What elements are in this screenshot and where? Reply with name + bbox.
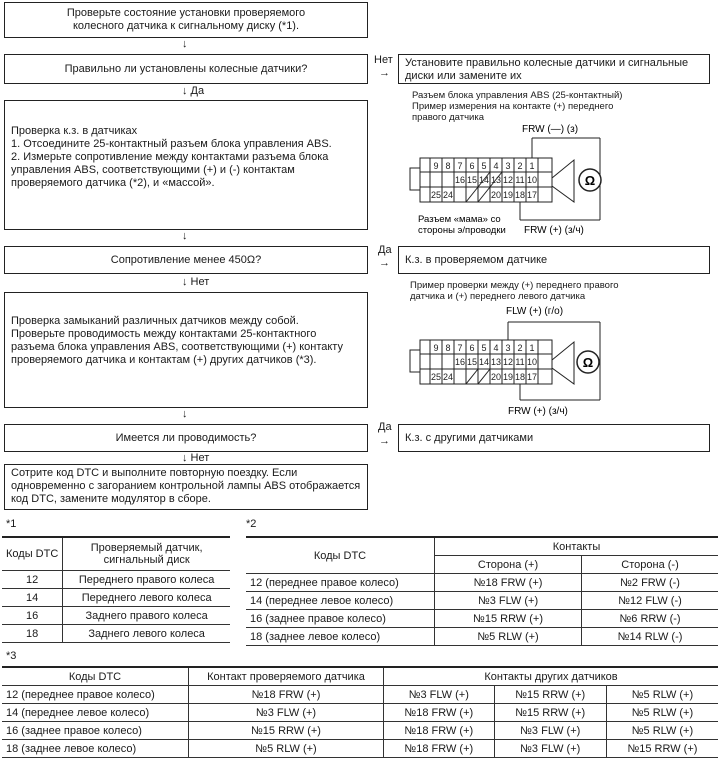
flow-result-cross-short xyxy=(398,424,710,452)
branch-no-label: ↓ Нет xyxy=(182,276,210,288)
branch-no-label: ↓ Нет xyxy=(182,452,210,464)
svg-text:11: 11 xyxy=(515,175,525,185)
table-row: 14 Переднего левого колеса xyxy=(2,589,230,607)
svg-text:18: 18 xyxy=(514,190,526,200)
svg-text:18: 18 xyxy=(514,372,526,382)
table-row: 16 Заднего правого колеса xyxy=(2,607,230,625)
table3-header-sensor-contact: Контакт проверяемого датчика xyxy=(189,667,384,686)
dtc-sensor-table xyxy=(2,536,230,643)
svg-text:3: 3 xyxy=(505,161,511,171)
svg-text:10: 10 xyxy=(526,175,538,185)
svg-text:12: 12 xyxy=(502,175,514,185)
flow-action-text: Установите правильно колесные датчики и сигнальные диски или замените их xyxy=(405,57,689,82)
flow-question-continuity xyxy=(4,424,368,452)
arrow-right-icon: → xyxy=(379,257,390,269)
svg-text:3: 3 xyxy=(505,343,511,353)
table-row: 16 (заднее правое колесо) №15 RRW (+) №18 FRW (+) №3 FLW (+) №5 RLW (+) xyxy=(2,722,718,740)
table-row: 14 (переднее левое колесо) №3 FLW (+) №12 FLW (-) xyxy=(246,592,718,610)
table-row: 18 (заднее левое колесо) №5 RLW (+) №18 FRW (+) №3 FLW (+) №15 RRW (+) xyxy=(2,740,718,758)
svg-text:14: 14 xyxy=(478,357,490,367)
svg-text:4: 4 xyxy=(493,343,499,353)
frw-plus-label: FRW (+) (з/ч) xyxy=(524,225,584,236)
svg-text:6: 6 xyxy=(469,343,475,353)
frw-minus-label: FRW (—) (з) xyxy=(522,124,579,135)
svg-text:стороны э/проводки: стороны э/проводки xyxy=(418,225,506,236)
svg-text:14: 14 xyxy=(478,175,490,185)
table3-note: *3 xyxy=(6,650,17,662)
svg-text:8: 8 xyxy=(445,343,451,353)
branch-yes-label: ↓ Да xyxy=(182,85,205,97)
arrow-down-icon: ↓ xyxy=(182,38,188,50)
arrow-right-icon: → xyxy=(379,67,390,79)
table3-header-dtc: Коды DTC xyxy=(2,667,189,686)
arrow-down-icon: ↓ xyxy=(182,230,188,242)
svg-text:16: 16 xyxy=(454,357,466,367)
connector-diagram-2 xyxy=(402,304,622,418)
cross-short-result-text: К.з. с другими датчиками xyxy=(405,431,534,444)
flow-result-sensor-short xyxy=(398,246,710,274)
table-row: 18 Заднего левого колеса xyxy=(2,625,230,643)
arrow-right-icon: → xyxy=(379,435,390,447)
flow-question-resistance xyxy=(4,246,368,274)
svg-text:1: 1 xyxy=(529,343,535,353)
svg-text:11: 11 xyxy=(515,357,525,367)
svg-text:19: 19 xyxy=(502,372,514,382)
svg-text:17: 17 xyxy=(526,372,538,382)
flow-step-cross-short-check xyxy=(4,292,368,408)
short-check-item-2: 2. Измерьте сопротивление между контактами разъема блока управления ABS, соответствующими (+) и (-) контактам проверяемого датчика (*2), и «массой». xyxy=(11,151,329,189)
cross-short-text: Проверьте проводимость между контактами 25-контактного разъема блока управления ABS, соответствующими (+) контакту проверяемого датчика и контактам (+) других датчиков (*3). xyxy=(11,328,343,366)
table2-header-minus: Сторона (-) xyxy=(582,556,718,574)
svg-text:5: 5 xyxy=(481,161,487,171)
table2-header-contacts: Контакты xyxy=(435,537,719,556)
svg-text:10: 10 xyxy=(526,357,538,367)
female-connector-label: Разъем «мама» со xyxy=(418,214,501,225)
svg-text:25: 25 xyxy=(430,190,442,200)
svg-text:15: 15 xyxy=(466,175,478,185)
svg-text:Ω: Ω xyxy=(584,173,596,188)
branch-yes-label: Да xyxy=(378,421,392,433)
svg-text:5: 5 xyxy=(481,343,487,353)
svg-text:24: 24 xyxy=(442,190,454,200)
flow-action-install-sensors xyxy=(398,54,710,84)
diagram1-caption: Разъем блока управления ABS (25-контактный) Пример измерения на контакте (+) переднего правого датчика xyxy=(412,90,623,123)
clear-dtc-text: Сотрите код DTC и выполните повторную поездку. Если одновременно с загоранием контрольной лампы ABS отображается код DTC, замените модулятор в сборе. xyxy=(11,467,361,505)
svg-text:19: 19 xyxy=(502,190,514,200)
sensor-short-text: К.з. в проверяемом датчике xyxy=(405,253,548,266)
continuity-question-text: Имеется ли проводимость? xyxy=(115,431,257,444)
table2-header-dtc: Коды DTC xyxy=(246,537,435,574)
svg-text:Ω: Ω xyxy=(582,355,594,370)
table1-note: *1 xyxy=(6,518,17,530)
svg-text:13: 13 xyxy=(490,357,502,367)
cross-short-title: Проверка замыканий различных датчиков между собой. xyxy=(11,315,299,327)
svg-text:7: 7 xyxy=(457,161,463,171)
table-row: 12 Переднего правого колеса xyxy=(2,571,230,589)
frw-plus-label-2: FRW (+) (з/ч) xyxy=(508,406,568,417)
svg-text:4: 4 xyxy=(493,161,499,171)
table3-header-other-contacts: Контакты других датчиков xyxy=(384,667,719,686)
table1-header-sensor: Проверяемый датчик, сигнальный диск xyxy=(63,537,230,571)
short-check-title: Проверка к.з. в датчиках xyxy=(11,125,138,137)
flow-question-text: Правильно ли установлены колесные датчики? xyxy=(64,62,308,75)
diagram2-caption: Пример проверки между (+) переднего правого датчика и (+) переднего левого датчика xyxy=(410,280,619,302)
svg-text:20: 20 xyxy=(490,190,502,200)
arrow-down-icon: ↓ xyxy=(182,408,188,420)
svg-text:15: 15 xyxy=(466,357,478,367)
short-check-item-1: 1. Отсоедините 25-контактный разъем блока управления ABS. xyxy=(11,138,332,150)
table1-header-dtc: Коды DTC xyxy=(2,537,63,571)
table2-note: *2 xyxy=(246,518,257,530)
table-row: 18 (заднее левое колесо) №5 RLW (+) №14 RLW (-) xyxy=(246,628,718,646)
svg-text:6: 6 xyxy=(469,161,475,171)
svg-text:12: 12 xyxy=(502,357,514,367)
dtc-contacts-table xyxy=(246,536,718,646)
table-row: 12 (переднее правое колесо) №18 FRW (+) №2 FRW (-) xyxy=(246,574,718,592)
flow-step-check-sensor-install xyxy=(4,2,368,38)
svg-text:1: 1 xyxy=(529,161,535,171)
table-row: 16 (заднее правое колесо) №15 RRW (+) №6 RRW (-) xyxy=(246,610,718,628)
flw-plus-label: FLW (+) (г/о) xyxy=(506,306,564,317)
connector-diagram-1 xyxy=(404,120,624,240)
svg-text:2: 2 xyxy=(517,343,523,353)
svg-text:2: 2 xyxy=(517,161,523,171)
svg-text:25: 25 xyxy=(430,372,442,382)
flow-step-clear-dtc xyxy=(4,464,368,510)
resistance-question-text: Сопротивление менее 450Ω? xyxy=(110,253,262,266)
flow-step-text: Проверьте состояние установки проверяемого колесного датчика к сигнальному диску (*1). xyxy=(66,7,306,32)
flow-step-short-check xyxy=(4,100,368,230)
branch-yes-label: Да xyxy=(378,244,392,256)
svg-text:20: 20 xyxy=(490,372,502,382)
svg-text:9: 9 xyxy=(433,161,439,171)
flow-question-sensors-installed xyxy=(4,54,368,84)
table2-header-plus: Сторона (+) xyxy=(435,556,582,574)
svg-text:16: 16 xyxy=(454,175,466,185)
svg-text:8: 8 xyxy=(445,161,451,171)
table-row: 12 (переднее правое колесо) №18 FRW (+) №3 FLW (+) №15 RRW (+) №5 RLW (+) xyxy=(2,686,718,704)
svg-text:24: 24 xyxy=(442,372,454,382)
table-row: 14 (переднее левое колесо) №3 FLW (+) №18 FRW (+) №15 RRW (+) №5 RLW (+) xyxy=(2,704,718,722)
svg-text:13: 13 xyxy=(490,175,502,185)
branch-no-label: Нет xyxy=(374,54,393,66)
svg-text:9: 9 xyxy=(433,343,439,353)
svg-text:7: 7 xyxy=(457,343,463,353)
dtc-cross-contacts-table xyxy=(2,666,718,758)
svg-text:17: 17 xyxy=(526,190,538,200)
